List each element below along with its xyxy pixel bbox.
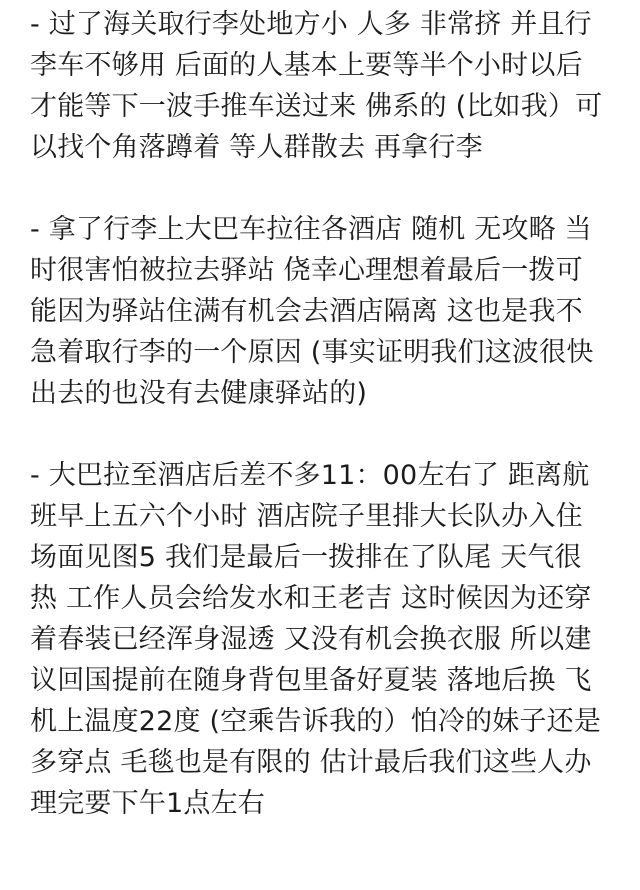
text-line: 出去的也没有去健康驿站的) xyxy=(30,378,368,409)
paragraph-bus-to-hotel xyxy=(30,209,622,414)
paragraph-spacer xyxy=(30,414,622,455)
text-line: 时很害怕被拉去驿站 侥幸心理想着最后一拨可 xyxy=(30,255,583,286)
paragraph-hotel-check-in xyxy=(30,455,622,824)
text-line: 机上温度22度 (空乘告诉我的）怕冷的妹子还是 xyxy=(30,706,602,737)
paragraph-luggage-hall xyxy=(30,4,622,168)
text-line: - 大巴拉至酒店后差不多11：00左右了 距离航 xyxy=(30,460,590,491)
text-line: - 过了海关取行李处地方小 人多 非常挤 并且行 xyxy=(30,9,592,40)
text-line: 能因为驿站住满有机会去酒店隔离 这也是我不 xyxy=(30,296,583,327)
text-line: 场面见图5 我们是最后一拨排在了队尾 天气很 xyxy=(30,542,582,573)
text-line: - 拿了行李上大巴车拉往各酒店 随机 无攻略 当 xyxy=(30,214,592,245)
text-line: 理完要下午1点左右 xyxy=(30,788,265,819)
text-line: 议回国提前在随身背包里备好夏装 落地后换 飞 xyxy=(30,665,592,696)
text-line: 才能等下一波手推车送过来 佛系的 (比如我）可 xyxy=(30,91,603,122)
text-line: 班早上五六个小时 酒店院子里排大长队办入住 xyxy=(30,501,583,532)
text-line: 急着取行李的一个原因 (事实证明我们这波很快 xyxy=(30,337,594,368)
text-line: 着春装已经浑身湿透 又没有机会换衣服 所以建 xyxy=(30,624,592,655)
paragraph-spacer xyxy=(30,168,622,209)
text-line: 热 工作人员会给发水和王老吉 这时候因为还穿 xyxy=(30,583,592,614)
text-line: 李车不够用 后面的人基本上要等半个小时以后 xyxy=(30,50,583,81)
text-line: 多穿点 毛毯也是有限的 估计最后我们这些人办 xyxy=(30,747,592,778)
text-line: 以找个角落蹲着 等人群散去 再拿行李 xyxy=(30,132,483,163)
